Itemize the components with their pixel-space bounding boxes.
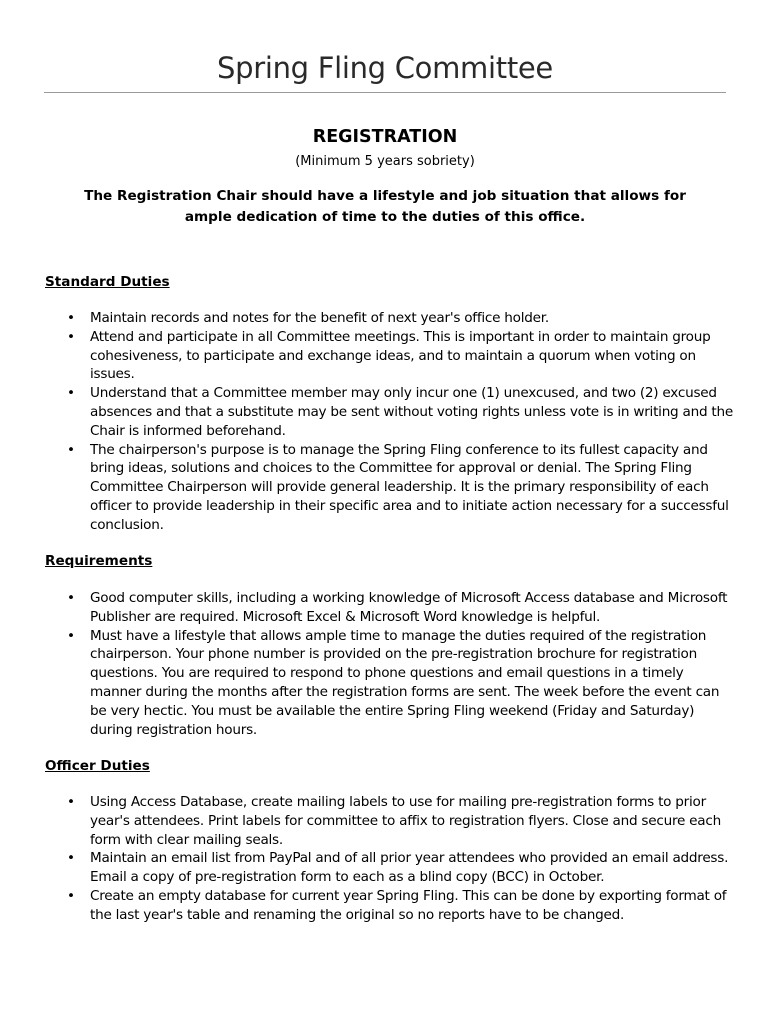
list-item: [45, 887, 735, 925]
standard-duties-heading: Standard Duties: [45, 274, 170, 290]
list-item-text: Create an empty database for current year Spring Fling. This can be done by exporting format of the last year's table and renaming the original so no reports have to be changed.: [90, 887, 727, 923]
list-item: [45, 793, 735, 849]
bullet-icon: •: [67, 385, 75, 402]
position-title: REGISTRATION: [312, 127, 458, 147]
bullet-icon: •: [67, 850, 75, 867]
list-item: [45, 627, 735, 740]
title-divider: [44, 92, 726, 93]
bullet-icon: •: [67, 887, 75, 904]
requirements-list: [45, 589, 735, 739]
bullet-icon: •: [67, 590, 75, 606]
standard-duties-list: [45, 309, 735, 535]
requirements-heading: Requirements: [45, 553, 153, 569]
bullet-icon: •: [67, 310, 75, 326]
list-item-text: Maintain records and notes for the benefit of next year's office holder.: [90, 310, 549, 326]
list-item-text: Must have a lifestyle that allows ample time to manage the duties required of the registration chairperson. Your phone number is provided on the pre-registration brochure for registration questions. You are required to respond to phone questions and email questions in a timely manner during the months after the registration forms are sent. The week before the event can be very hectic. You must be available the entire Spring Fling weekend (Friday and Saturday) during registration hours.: [90, 627, 720, 738]
list-item-text: Understand that a Committee member may only incur one (1) unexcused, and two (2) excused absences and that a substitute may be sent without voting rights unless vote is in writing and the Chair is informed beforehand.: [90, 385, 733, 439]
position-note: (Minimum 5 years sobriety): [295, 154, 475, 169]
list-item-text: Maintain an email list from PayPal and of all prior year attendees who provided an email address. Email a copy of pre-registration form to each as a blind copy (BCC) in October.: [90, 850, 729, 886]
list-item: [45, 384, 735, 440]
list-item: [45, 309, 735, 328]
document-title: Spring Fling Committee: [217, 51, 553, 85]
list-item: [45, 849, 735, 887]
bullet-icon: •: [67, 328, 75, 345]
list-item-text: Using Access Database, create mailing labels to use for mailing pre-registration forms to prior year's attendees. Print labels for committee to affix to registration flyers. Close and secure each form with clear mailing seals.: [90, 794, 721, 848]
officer-duties-heading: Officer Duties: [45, 758, 150, 774]
bullet-icon: •: [67, 627, 75, 644]
officer-duties-list: [45, 793, 735, 925]
list-item-text: Attend and participate in all Committee meetings. This is important in order to maintain group cohesiveness, to participate and exchange ideas, and to maintain a quorum when voting on issues.: [90, 328, 711, 383]
list-item: [45, 328, 735, 384]
list-item: [45, 589, 735, 627]
bullet-icon: •: [67, 794, 75, 810]
list-item-text: Good computer skills, including a working knowledge of Microsoft Access database and Microsoft Publisher are required. Microsoft Excel & Microsoft Word knowledge is helpful.: [90, 590, 728, 625]
list-item: [45, 441, 735, 535]
intro-statement: The Registration Chair should have a lifestyle and job situation that allows for ample dedication of time to the duties of this office.: [84, 188, 686, 225]
list-item-text: The chairperson's purpose is to manage the Spring Fling conference to its fullest capacity and bring ideas, solutions and choices to the Committee for approval or denial. The Spring Fling Committee Chairperson will provide general leadership. It is the primary responsibility of each officer to provide leadership in their specific area and to initiate action necessary for a successful conclusion.: [90, 441, 729, 533]
bullet-icon: •: [67, 441, 75, 458]
